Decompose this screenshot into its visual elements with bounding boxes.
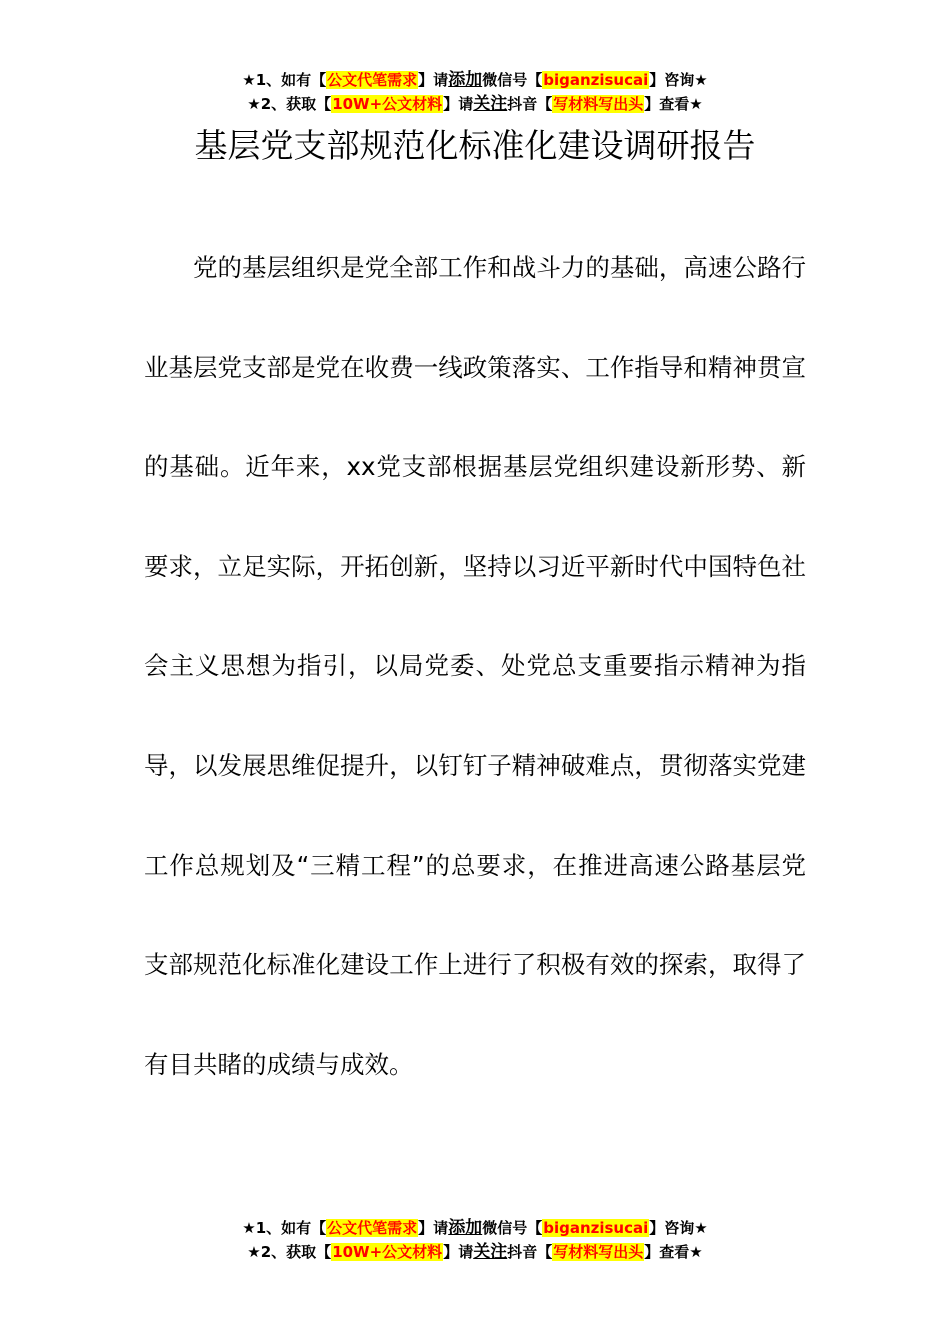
promo-text: 】请 (443, 95, 474, 113)
promo-underline-add: 添加 (448, 70, 483, 90)
promo-underline-follow: 关注 (473, 94, 508, 114)
promo-highlight-wechat: biganzisucai (543, 71, 649, 89)
promo-text: 】咨询★ (649, 1219, 708, 1237)
promo-text: 】查看★ (644, 1243, 703, 1261)
promo-underline-follow: 关注 (473, 1242, 508, 1262)
promo-text: ★2、获取【 (247, 95, 332, 113)
promo-highlight-materials: 10W+公文材料 (332, 95, 443, 113)
promo-line-2 (0, 1240, 950, 1264)
body-paragraph: 党的基层组织是党全部工作和战斗力的基础，高速公路行业基层党支部是党在收费一线政策落实、工作指导和精神贯宣的基础。近年来，xx党支部根据基层党组织建设新形势、新要求，立足实际，开拓创新，坚持以习近平新时代中国特色社会主义思想为指引，以局党委、处党总支重要指示精神为指导，以发展思维促提升，以钉钉子精神破难点，贯彻落实党建工作总规划及“三精工程”的总要求，在推进高速公路基层党支部规范化标准化建设工作上进行了积极有效的探索，取得了有目共睹的成绩与成效。 (144, 253, 806, 1079)
promo-highlight-douyin: 写材料写出头 (553, 95, 644, 113)
promo-highlight-douyin: 写材料写出头 (553, 1243, 644, 1261)
promo-text: 抖音【 (507, 95, 553, 113)
promo-line-2 (0, 92, 950, 116)
promo-underline-add: 添加 (448, 1218, 483, 1238)
promo-banner-bottom (0, 1216, 950, 1264)
promo-line-1 (0, 1216, 950, 1240)
promo-text: 微信号【 (482, 1219, 543, 1237)
promo-text: 抖音【 (507, 1243, 553, 1261)
document-title: 基层党支部规范化标准化建设调研报告 (194, 126, 756, 165)
promo-highlight-materials: 10W+公文材料 (332, 1243, 443, 1261)
promo-text: ★1、如有【 (242, 1219, 327, 1237)
promo-text: 】请 (443, 1243, 474, 1261)
promo-banner-top (0, 68, 950, 116)
promo-text: ★1、如有【 (242, 71, 327, 89)
promo-line-1 (0, 68, 950, 92)
promo-highlight-service: 公文代笔需求 (327, 71, 418, 89)
promo-text: ★2、获取【 (247, 1243, 332, 1261)
promo-text: 微信号【 (482, 71, 543, 89)
promo-text: 】查看★ (644, 95, 703, 113)
promo-text: 】请 (418, 71, 449, 89)
promo-text: 】咨询★ (649, 71, 708, 89)
promo-highlight-service: 公文代笔需求 (327, 1219, 418, 1237)
promo-highlight-wechat: biganzisucai (543, 1219, 649, 1237)
promo-text: 】请 (418, 1219, 449, 1237)
